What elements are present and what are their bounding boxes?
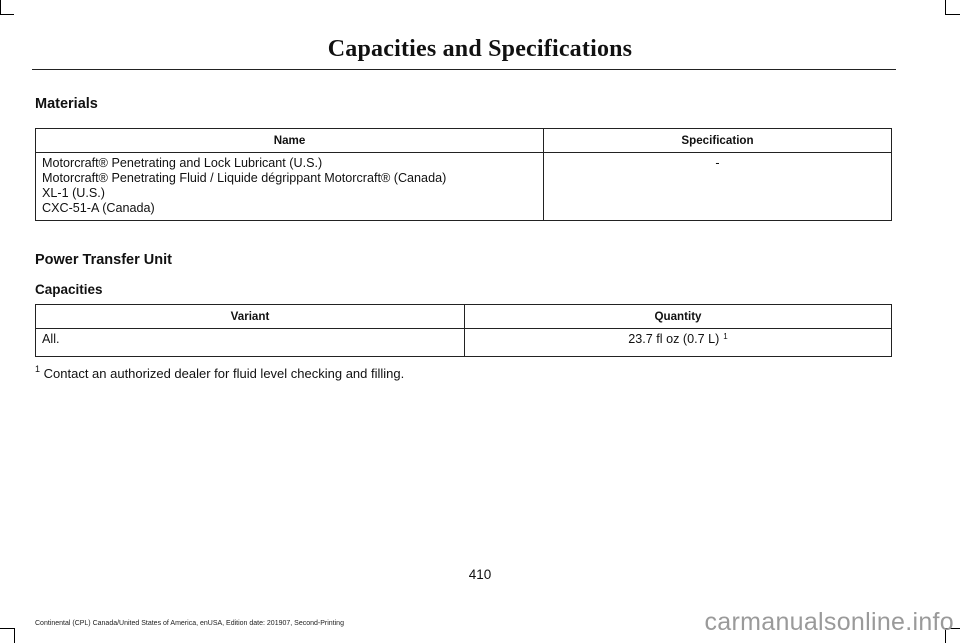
variant-cell: All.	[36, 329, 465, 357]
footnote-marker: 1	[35, 364, 41, 374]
quantity-value: 23.7 fl oz (0.7 L)	[628, 332, 720, 346]
crop-mark	[945, 0, 946, 14]
material-name-cell	[36, 153, 544, 221]
footnote-text: Contact an authorized dealer for fluid level checking and filling.	[40, 366, 405, 381]
page-number: 410	[468, 567, 492, 582]
watermark: carmanualsonline.info	[704, 608, 954, 636]
material-name-line: Motorcraft® Penetrating Fluid / Liquide dégrippant Motorcraft® (Canada)	[42, 171, 447, 185]
materials-table	[35, 128, 892, 221]
edition-line: Continental (CPL) Canada/United States of America, enUSA, Edition date: 201907, Second-Printing	[35, 620, 344, 627]
footnote-reference: 1	[723, 332, 728, 341]
crop-mark	[945, 14, 960, 15]
crop-mark	[0, 628, 14, 629]
material-name-line: XL-1 (U.S.)	[42, 186, 105, 200]
page-title: Capacities and Specifications	[327, 36, 633, 62]
crop-mark	[0, 14, 14, 15]
crop-mark	[0, 0, 1, 14]
footnote	[35, 366, 404, 381]
capacities-subheading: Capacities	[35, 282, 103, 297]
column-header-quantity: Quantity	[465, 305, 892, 329]
table-row	[36, 329, 892, 357]
materials-heading: Materials	[35, 96, 98, 112]
material-name-line: Motorcraft® Penetrating and Lock Lubricant (U.S.)	[42, 156, 323, 170]
crop-mark	[14, 628, 15, 643]
table-row	[36, 153, 892, 221]
power-transfer-unit-heading: Power Transfer Unit	[35, 252, 172, 268]
title-divider	[32, 69, 896, 70]
column-header-specification: Specification	[544, 129, 892, 153]
column-header-variant: Variant	[36, 305, 465, 329]
column-header-name: Name	[36, 129, 544, 153]
capacities-table	[35, 304, 892, 357]
specification-cell: -	[544, 153, 892, 221]
table-header-row	[36, 305, 892, 329]
quantity-cell	[465, 329, 892, 357]
material-name-line: CXC-51-A (Canada)	[42, 201, 155, 215]
table-header-row	[36, 129, 892, 153]
